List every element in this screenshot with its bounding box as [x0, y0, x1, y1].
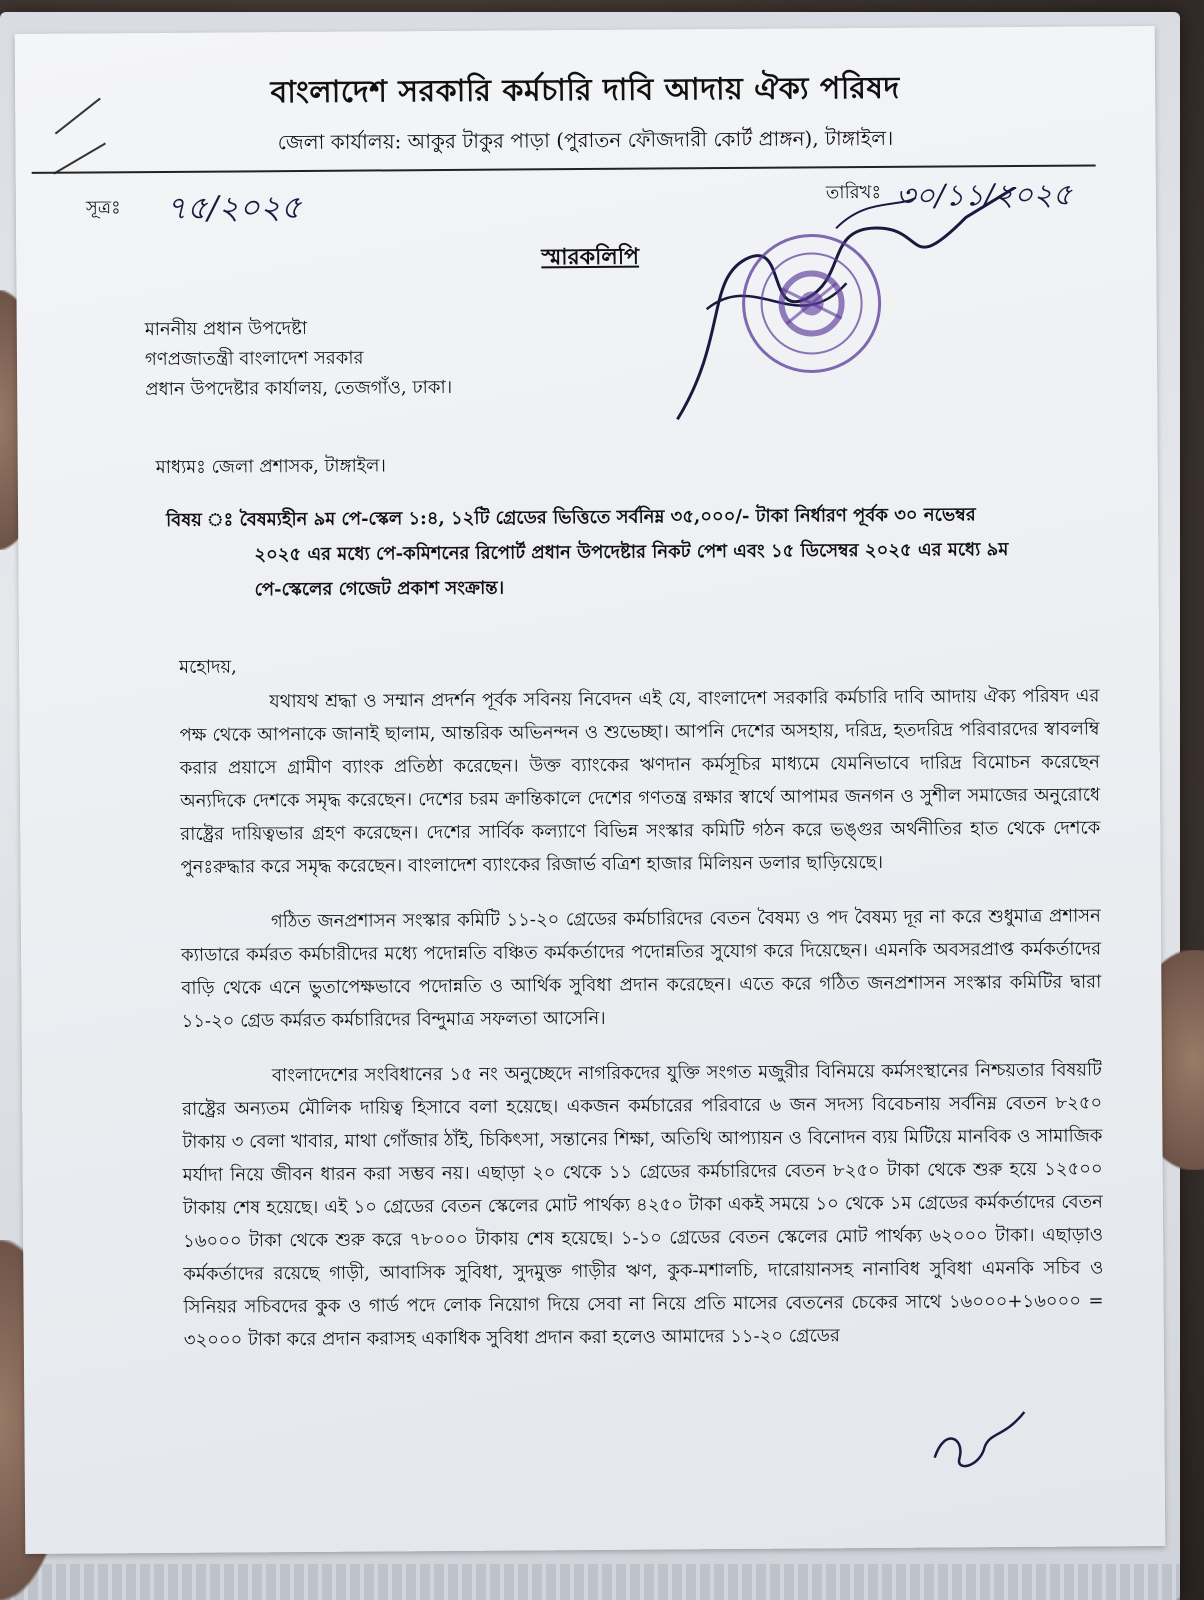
subject-block — [166, 496, 1097, 607]
through-line: মাধ্যমঃ জেলা প্রশাসক, টাঙ্গাইল। — [155, 455, 387, 479]
recipient-line-2: গণপ্রজাতন্ত্রী বাংলাদেশ সরকার — [144, 347, 364, 371]
memorandum-page — [15, 26, 1166, 1554]
subject-line-1: বৈষম্যহীন ৯ম পে-স্কেল ১:৪, ১২টি গ্রেডের ভিত্তিতে সর্বনিম্ন ৩৫,০০০/- টাকা নির্ধারণ পূর্বক ৩০ নভেম্বর — [239, 504, 976, 531]
reference-number: ৭৫/২০২৫ — [165, 188, 302, 227]
date-value: ৩০/১১/২০২৫ — [895, 177, 1073, 214]
recipient-line-1: মাননীয় প্রধান উপদেষ্টা — [144, 317, 308, 341]
reference-label: সূত্রঃ — [85, 197, 121, 219]
document-type-heading: স্মারকলিপি — [541, 243, 640, 271]
recipient-line-3: প্রধান উপদেষ্টার কার্যালয়, তেজগাঁও, ঢাকা। — [145, 376, 453, 401]
paragraph-2: গঠিত জনপ্রশাসন সংস্কার কমিটি ১১-২০ গ্রেডের কর্মচারিদের বেতন বৈষম্য ও পদ বৈষম্য দূর না করে শুধুমাত্র প্রশাসন ক্যাডারে কর্মরত কর্মচারীদের মধ্যে পদোন্নতি বঞ্চিত কর্মকর্তাদের পদোন্নতির সুযোগ করে দিয়েছেন। এমনকি অবসরপ্রাপ্ত কর্মকর্তাদের বাড়ি থেকে এনে ভুতাপেক্ষভাবে পদোন্নতি ও আর্থিক সুবিধা প্রদান করেছেন। এতে করে গঠিত জনপ্রশাসন সংস্কার কমিটির দ্বারা ১১-২০ গ্রেড কর্মরত কর্মচারিদের বিন্দুমাত্র সফলতা আসেনি। — [181, 905, 1102, 1032]
salutation: মহোদয়, — [179, 656, 237, 678]
organization-title: বাংলাদেশ সরকারি কর্মচারি দাবি আদায় ঐক্য পরিষদ — [270, 70, 900, 111]
official-seal-icon — [736, 228, 887, 379]
initial-signature-icon — [924, 1407, 1034, 1478]
date-label: তারিখঃ — [825, 181, 882, 204]
subject-line-3: পে-স্কেলের গেজেট প্রকাশ সংক্রান্ত। — [254, 577, 505, 601]
paragraph-1: যথাযথ শ্রদ্ধা ও সম্মান প্রদর্শন পূর্বক সবিনয় নিবেদন এই যে, বাংলাদেশ সরকারি কর্মচারি দাবি আদায় ঐক্য পরিষদ এর পক্ষ থেকে আপনাকে জানাই ছালাম, আন্তরিক অভিনন্দন ও শুভেচ্ছা। আপনি দেশের অসহায়, দরিদ্র, হতদরিদ্র পরিবারদের স্বাবলম্বি করার প্রয়াসে গ্রামীণ ব্যাংক প্রতিষ্ঠা করেছেন। উক্ত ব্যাংকের ঋণদান কর্মসূচির মাধ্যমে যেমনিভাবে দারিদ্র বিমোচন করেছেন অন্যদিকে দেশকে সমৃদ্ধ করেছেন। দেশের চরম ক্রান্তিকালে দেশের গণতন্ত্র রক্ষার স্বার্থে আপামর জনগন ও সুশীল সমাজের অনুরোধে রাষ্ট্রের দায়িত্বভার গ্রহণ করেছেন। দেশের সার্বিক কল্যাণে বিভিন্ন সংস্কার কমিটি গঠন করে ভঙ্গুর অর্থনীতির হাত থেকে দেশকে পুনঃরুদ্ধার করে সমৃদ্ধ করেছেন। বাংলাদেশ ব্যাংকের রিজার্ভ বত্রিশ হাজার মিলিয়ন ডলার ছাড়িয়েছে। — [179, 685, 1101, 878]
sleeve-band — [0, 1564, 1180, 1600]
paragraph-3: বাংলাদেশের সংবিধানের ১৫ নং অনুচ্ছেদে নাগরিকদের যুক্তি সংগত মজুরীর বিনিময়ে কর্মসংস্থানের নিশ্চয়তার বিষয়টি রাষ্ট্রের অন্যতম মৌলিক দায়িত্ব হিসাবে বলা হয়েছে। একজন কর্মচারের পরিবারে ৬ জন সদস্য বিবেচনায় সর্বনিম্ন বেতন ৮২৫০ টাকায় ৩ বেলা খাবার, মাথা গোঁজার ঠাঁই, চিকিৎসা, সন্তানের শিক্ষা, অতিথি আপ্যায়ন ও বিনোদন ব্যয় মিটিয়ে মানবিক ও সামাজিক মর্যাদা নিয়ে জীবন ধারন করা সম্ভব নয়। এছাড়া ২০ থেকে ১১ গ্রেডের কর্মচারিদের বেতন ৮২৫০ টাকা থেকে শুরু হয়ে ১২৫০০ টাকায় শেষ হয়েছে। এই ১০ গ্রেডের বেতন স্কেলের মোট পার্থক্য ৪২৫০ টাকা একই সময়ে ১০ থেকে ১ম গ্রেডের কর্মকর্তাদের বেতন ১৬০০০ টাকা থেকে শুরু করে ৭৮০০০ টাকায় শেষ হয়েছে। ১-১০ গ্রেডের বেতন স্কেলের মোট পার্থক্য ৬২০০০ টাকা। এছাড়াও কর্মকর্তাদের রয়েছে গাড়ী, আবাসিক সুবিধা, সুদমুক্ত গাড়ীর ঋণ, কুক-মশালচি, দারোয়ানসহ নানাবিধ সুবিধা এমনকি সচিব ও সিনিয়র সচিবদের কুক ও গার্ড পদে লোক নিয়োগ দিয়ে সেবা না নিয়ে প্রতি মাসের বেতনের চেকের সাথে ১৬০০০+১৬০০০ = ৩২০০০ টাকা করে প্রদান করাসহ একাধিক সুবিধা প্রদান করা হলেও আমাদের ১১-২০ গ্রেডের — [182, 1059, 1104, 1351]
office-address: জেলা কার্যালয়: আকুর টাকুর পাড়া (পুরাতন ফৌজদারী কোর্ট প্রাঙ্গন), টাঙ্গাইল। — [277, 125, 894, 155]
recipient-block — [145, 313, 453, 405]
letter-body — [179, 644, 1104, 1356]
subject-line-2: ২০২৫ এর মধ্যে পে-কমিশনের রিপোর্ট প্রধান উপদেষ্টার নিকট পেশ এবং ১৫ ডিসেম্বর ২০২৫ এর মধ্যে ৯ম — [254, 539, 1009, 566]
subject-label: বিষয় ঃ — [166, 509, 234, 531]
